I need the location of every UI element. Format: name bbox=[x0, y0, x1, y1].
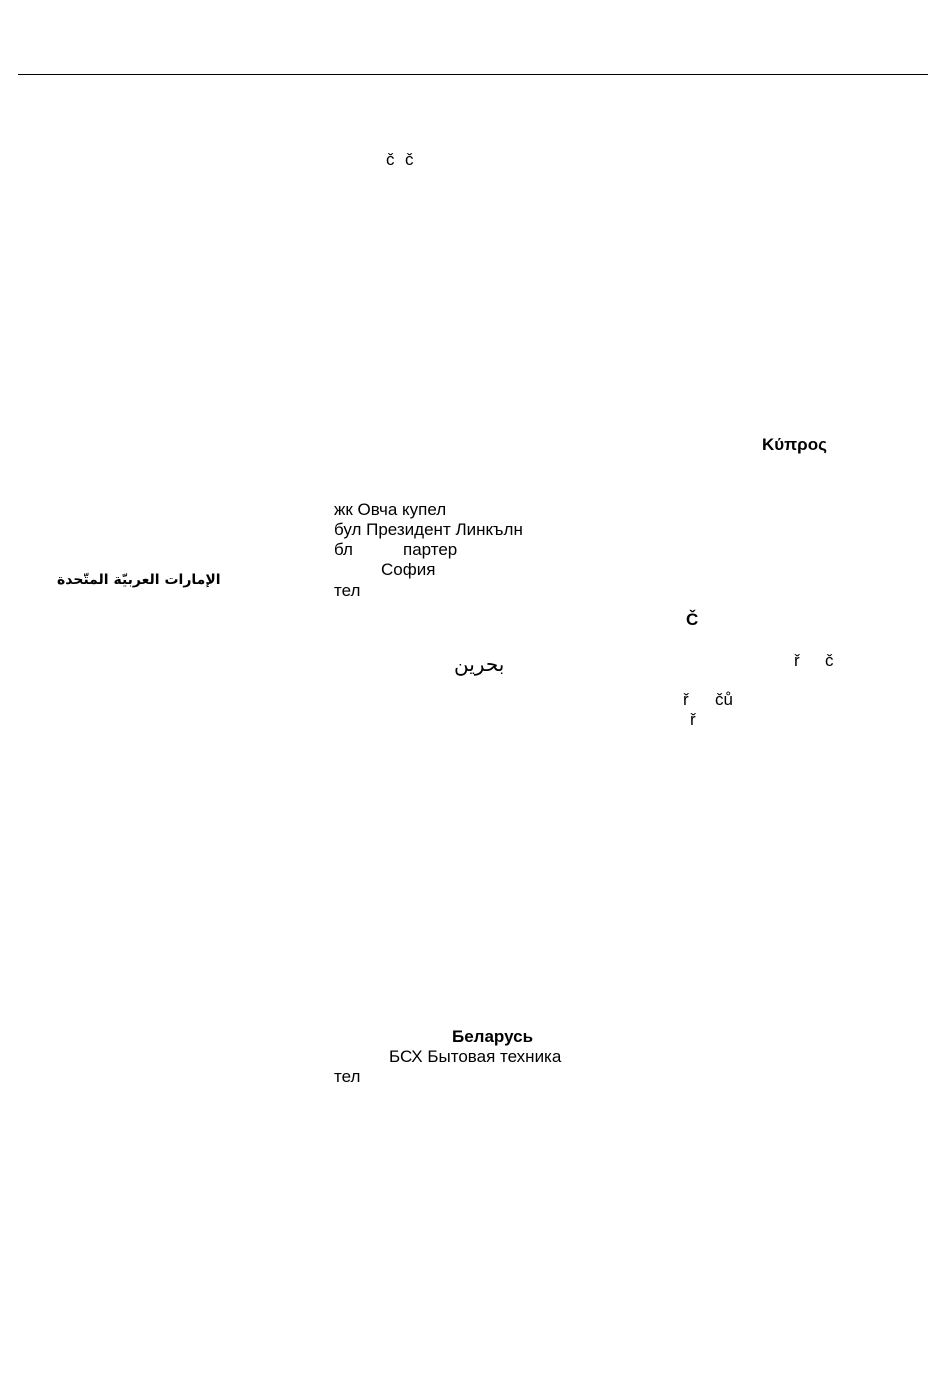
belarus-heading: Беларусь bbox=[452, 1027, 534, 1046]
address-line-street: бул Президент Линкълн bbox=[334, 520, 523, 539]
address-line-block: бл bbox=[334, 540, 353, 559]
czech-char-1: ř bbox=[794, 651, 800, 670]
address-line-district: жк Овча купел bbox=[334, 500, 447, 519]
belarus-company: БСХ Бытовая техника bbox=[389, 1047, 562, 1066]
belarus-tel-label: тел bbox=[334, 1067, 361, 1086]
czech-heading: Č bbox=[686, 610, 699, 629]
czech-char-2: č bbox=[825, 651, 834, 670]
header-divider-line bbox=[18, 74, 928, 75]
czech-char-4: čů bbox=[715, 690, 733, 709]
czech-char-5: ř bbox=[690, 710, 696, 729]
bahrain-heading: بحرين bbox=[454, 652, 505, 676]
address-line-city: София bbox=[381, 560, 436, 579]
cyprus-heading: Κύπρος bbox=[762, 435, 827, 454]
address-line-tel: тел bbox=[334, 581, 361, 600]
uae-heading: الإمارات العربيّة المتّحدة bbox=[57, 572, 221, 588]
top-char-1: č bbox=[386, 150, 395, 169]
top-char-2: č bbox=[405, 150, 414, 169]
czech-char-3: ř bbox=[683, 690, 689, 709]
address-line-floor: партер bbox=[403, 540, 458, 559]
